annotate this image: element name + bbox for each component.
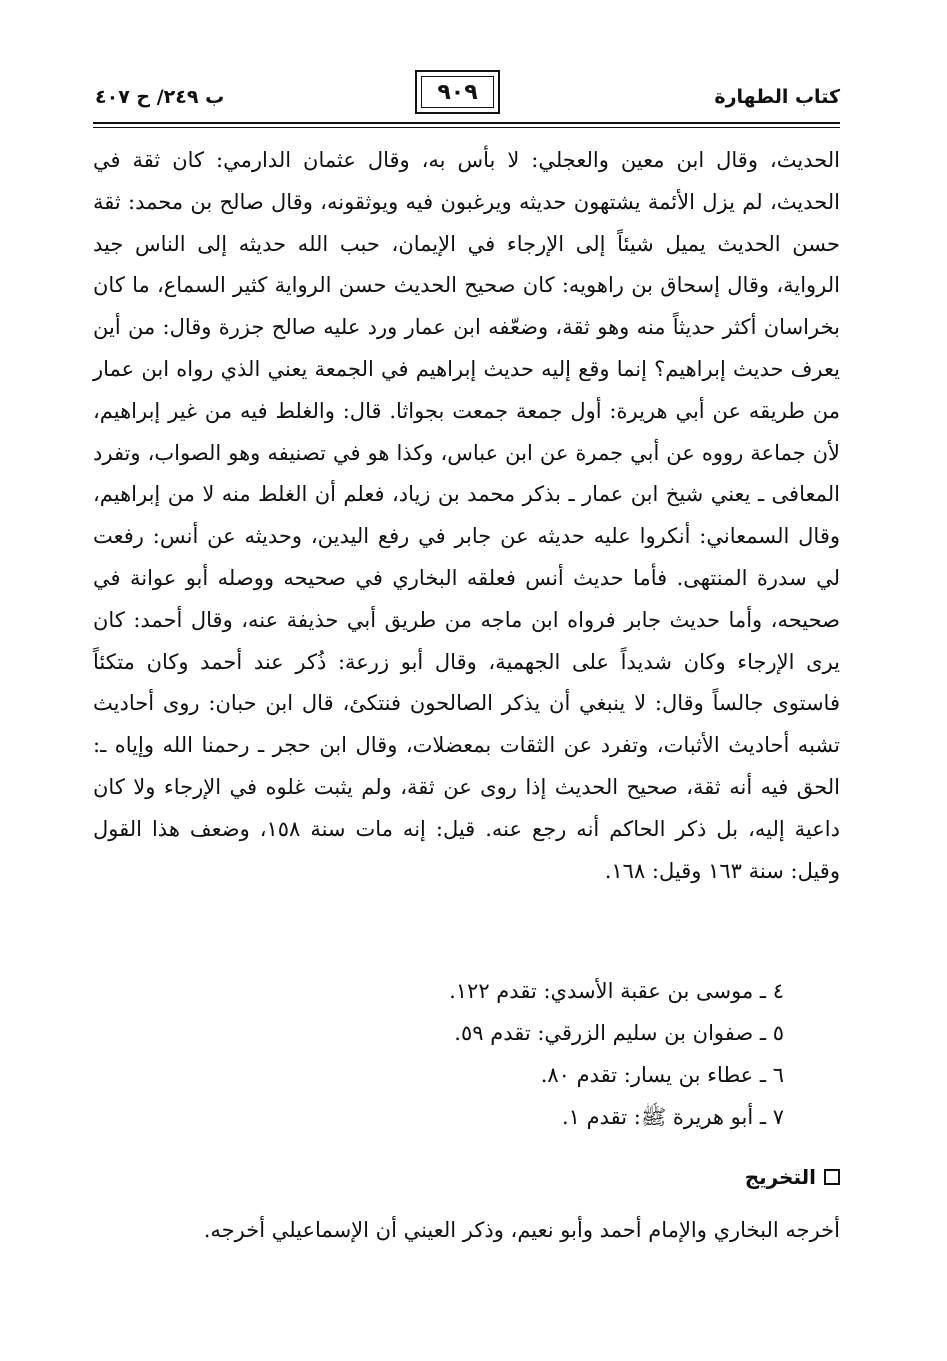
narrator-item: ٧ ـ أبو هريرة ﷺ: تقدم ١. bbox=[561, 1105, 784, 1129]
book-title: كتاب الطهارة bbox=[714, 86, 840, 108]
page-header bbox=[95, 70, 840, 122]
page-number: ٩٠٩ bbox=[415, 70, 500, 114]
hadith-reference: ب ٢٤٩/ ح ٤٠٧ bbox=[95, 86, 225, 108]
narrator-item: ٤ ـ موسى بن عقبة الأسدي: تقدم ١٢٢. bbox=[449, 979, 784, 1003]
narrator-item: ٥ ـ صفوان بن سليم الزرقي: تقدم ٥٩. bbox=[454, 1021, 784, 1045]
main-text bbox=[93, 140, 840, 892]
header-rule-thick bbox=[93, 122, 840, 124]
header-rule-thin bbox=[93, 127, 840, 128]
takhrij-text: أخرجه البخاري والإمام أحمد وأبو نعيم، وذكر العيني أن الإسماعيلي أخرجه. bbox=[203, 1218, 840, 1242]
narrator-item: ٦ ـ عطاء بن يسار: تقدم ٨٠. bbox=[540, 1063, 784, 1087]
takhrij-heading-label: التخريج bbox=[744, 1165, 816, 1189]
biography-paragraph: الحديث، وقال ابن معين والعجلي: لا بأس به، وقال عثمان الدارمي: كان ثقة في الحديث، لم يزل الأئمة يشتهون حديثه ويرغبون فيه ويوثقونه، وقال صالح بن محمد: ثقة حسن الحديث يميل شيئاً إلى الإرجاء في الإيمان، حبب الله حديثه إلى الناس جيد الرواية، وقال إسحاق بن راهويه: كان صحيح الحديث حسن الرواية كثير السماع، ما كان بخراسان أكثر حديثاً منه وهو ثقة، وضعّفه ابن عمار ورد عليه صالح جزرة وقال: من أين يعرف حديث إبراهيم؟ إنما وقع إليه حديث إبراهيم في الجمعة يعني الذي رواه ابن عمار من طريقه عن أبي هريرة: أول جمعة جمعت بجواثا. قال: والغلط فيه من غير إبراهيم، لأن جماعة رووه عن أبي جمرة عن ابن عباس، وكذا هو في تصنيفه وهو الصواب، وتفرد المعافى ـ يعني شيخ ابن عمار ـ بذكر محمد بن زياد، فعلم أن الغلط منه لا من إبراهيم، وقال السمعاني: أنكروا عليه حديثه عن جابر في رفع اليدين، وحديثه عن أنس: رفعت لي سدرة المنتهى. فأما حديث أنس فعلقه البخاري في صحيحه ووصله أبو عوانة في صحيحه، وأما حديث جابر فرواه ابن ماجه من طريق أبي حذيفة عنه، وقال أحمد: كان يرى الإرجاء وكان شديداً على الجهمية، وقال أبو زرعة: ذُكر عند أحمد وكان متكئاً فاستوى جالساً وقال: لا ينبغي أن يذكر الصالحون فنتكئ، قال ابن حبان: روى أحاديث تشبه أحاديث الأثبات، وتفرد عن الثقات بمعضلات، وقال ابن حجر ـ رحمنا الله وإياه ـ: الحق فيه أنه ثقة، صحيح الحديث إذا روى عن ثقة، ولم يثبت غلوه في الإرجاء ولا كان داعية إليه، بل ذكر الحاكم أنه رجع عنه. قيل: إنه مات سنة ١٥٨، وضعف هذا القول وقيل: سنة ١٦٣ وقيل: ١٦٨. bbox=[93, 148, 841, 883]
takhrij-heading bbox=[745, 1165, 840, 1189]
narrator-list bbox=[449, 970, 784, 1138]
square-bullet-icon bbox=[824, 1169, 840, 1185]
